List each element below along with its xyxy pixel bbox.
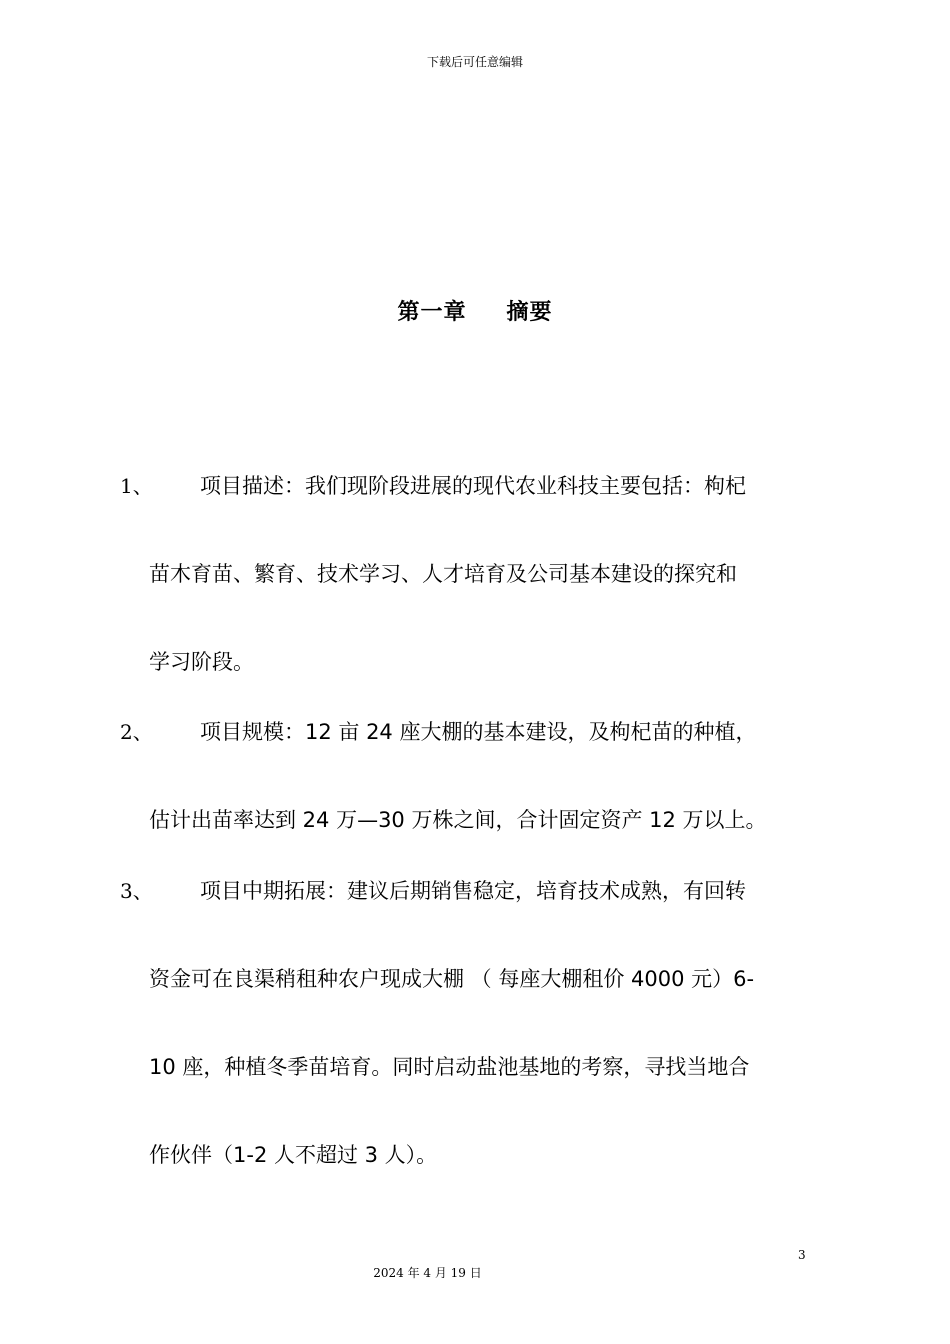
item-number: 3、 — [120, 879, 153, 903]
item-number: 1、 — [120, 474, 153, 498]
footer-date: 2024 年 4 月 19 日 — [373, 1266, 482, 1280]
item-line: 项目描述：我们现阶段进展的现代农业科技主要包括：枸杞 — [200, 474, 746, 498]
page-number: 3 — [798, 1248, 806, 1262]
item-line: 10 座，种植冬季苗培育。同时启动盐池基地的考察，寻找当地合 — [149, 1055, 750, 1079]
header-note: 下载后可任意编辑 — [426, 55, 523, 69]
item-number: 2、 — [120, 720, 153, 744]
chapter-title — [0, 295, 950, 326]
item-line: 学习阶段。 — [149, 650, 254, 674]
item-line: 项目中期拓展：建议后期销售稳定，培育技术成熟，有回转 — [200, 879, 746, 903]
item-line: 项目规模：12 亩 24 座大棚的基本建设，及枸杞苗的种植， — [200, 720, 757, 744]
item-line: 作伙伴（1-2 人不超过 3 人）。 — [149, 1143, 438, 1167]
chapter-heading: 摘要 — [506, 300, 553, 325]
item-line: 苗木育苗、繁育、技术学习、人才培育及公司基本建设的探究和 — [149, 562, 737, 586]
chapter-label: 第一章 — [397, 300, 467, 325]
item-line: 估计出苗率达到 24 万—30 万株之间，合计固定资产 12 万以上。 — [149, 808, 767, 832]
item-line: 资金可在良渠稍租种农户现成大棚 （ 每座大棚租价 4000 元）6- — [149, 967, 755, 991]
